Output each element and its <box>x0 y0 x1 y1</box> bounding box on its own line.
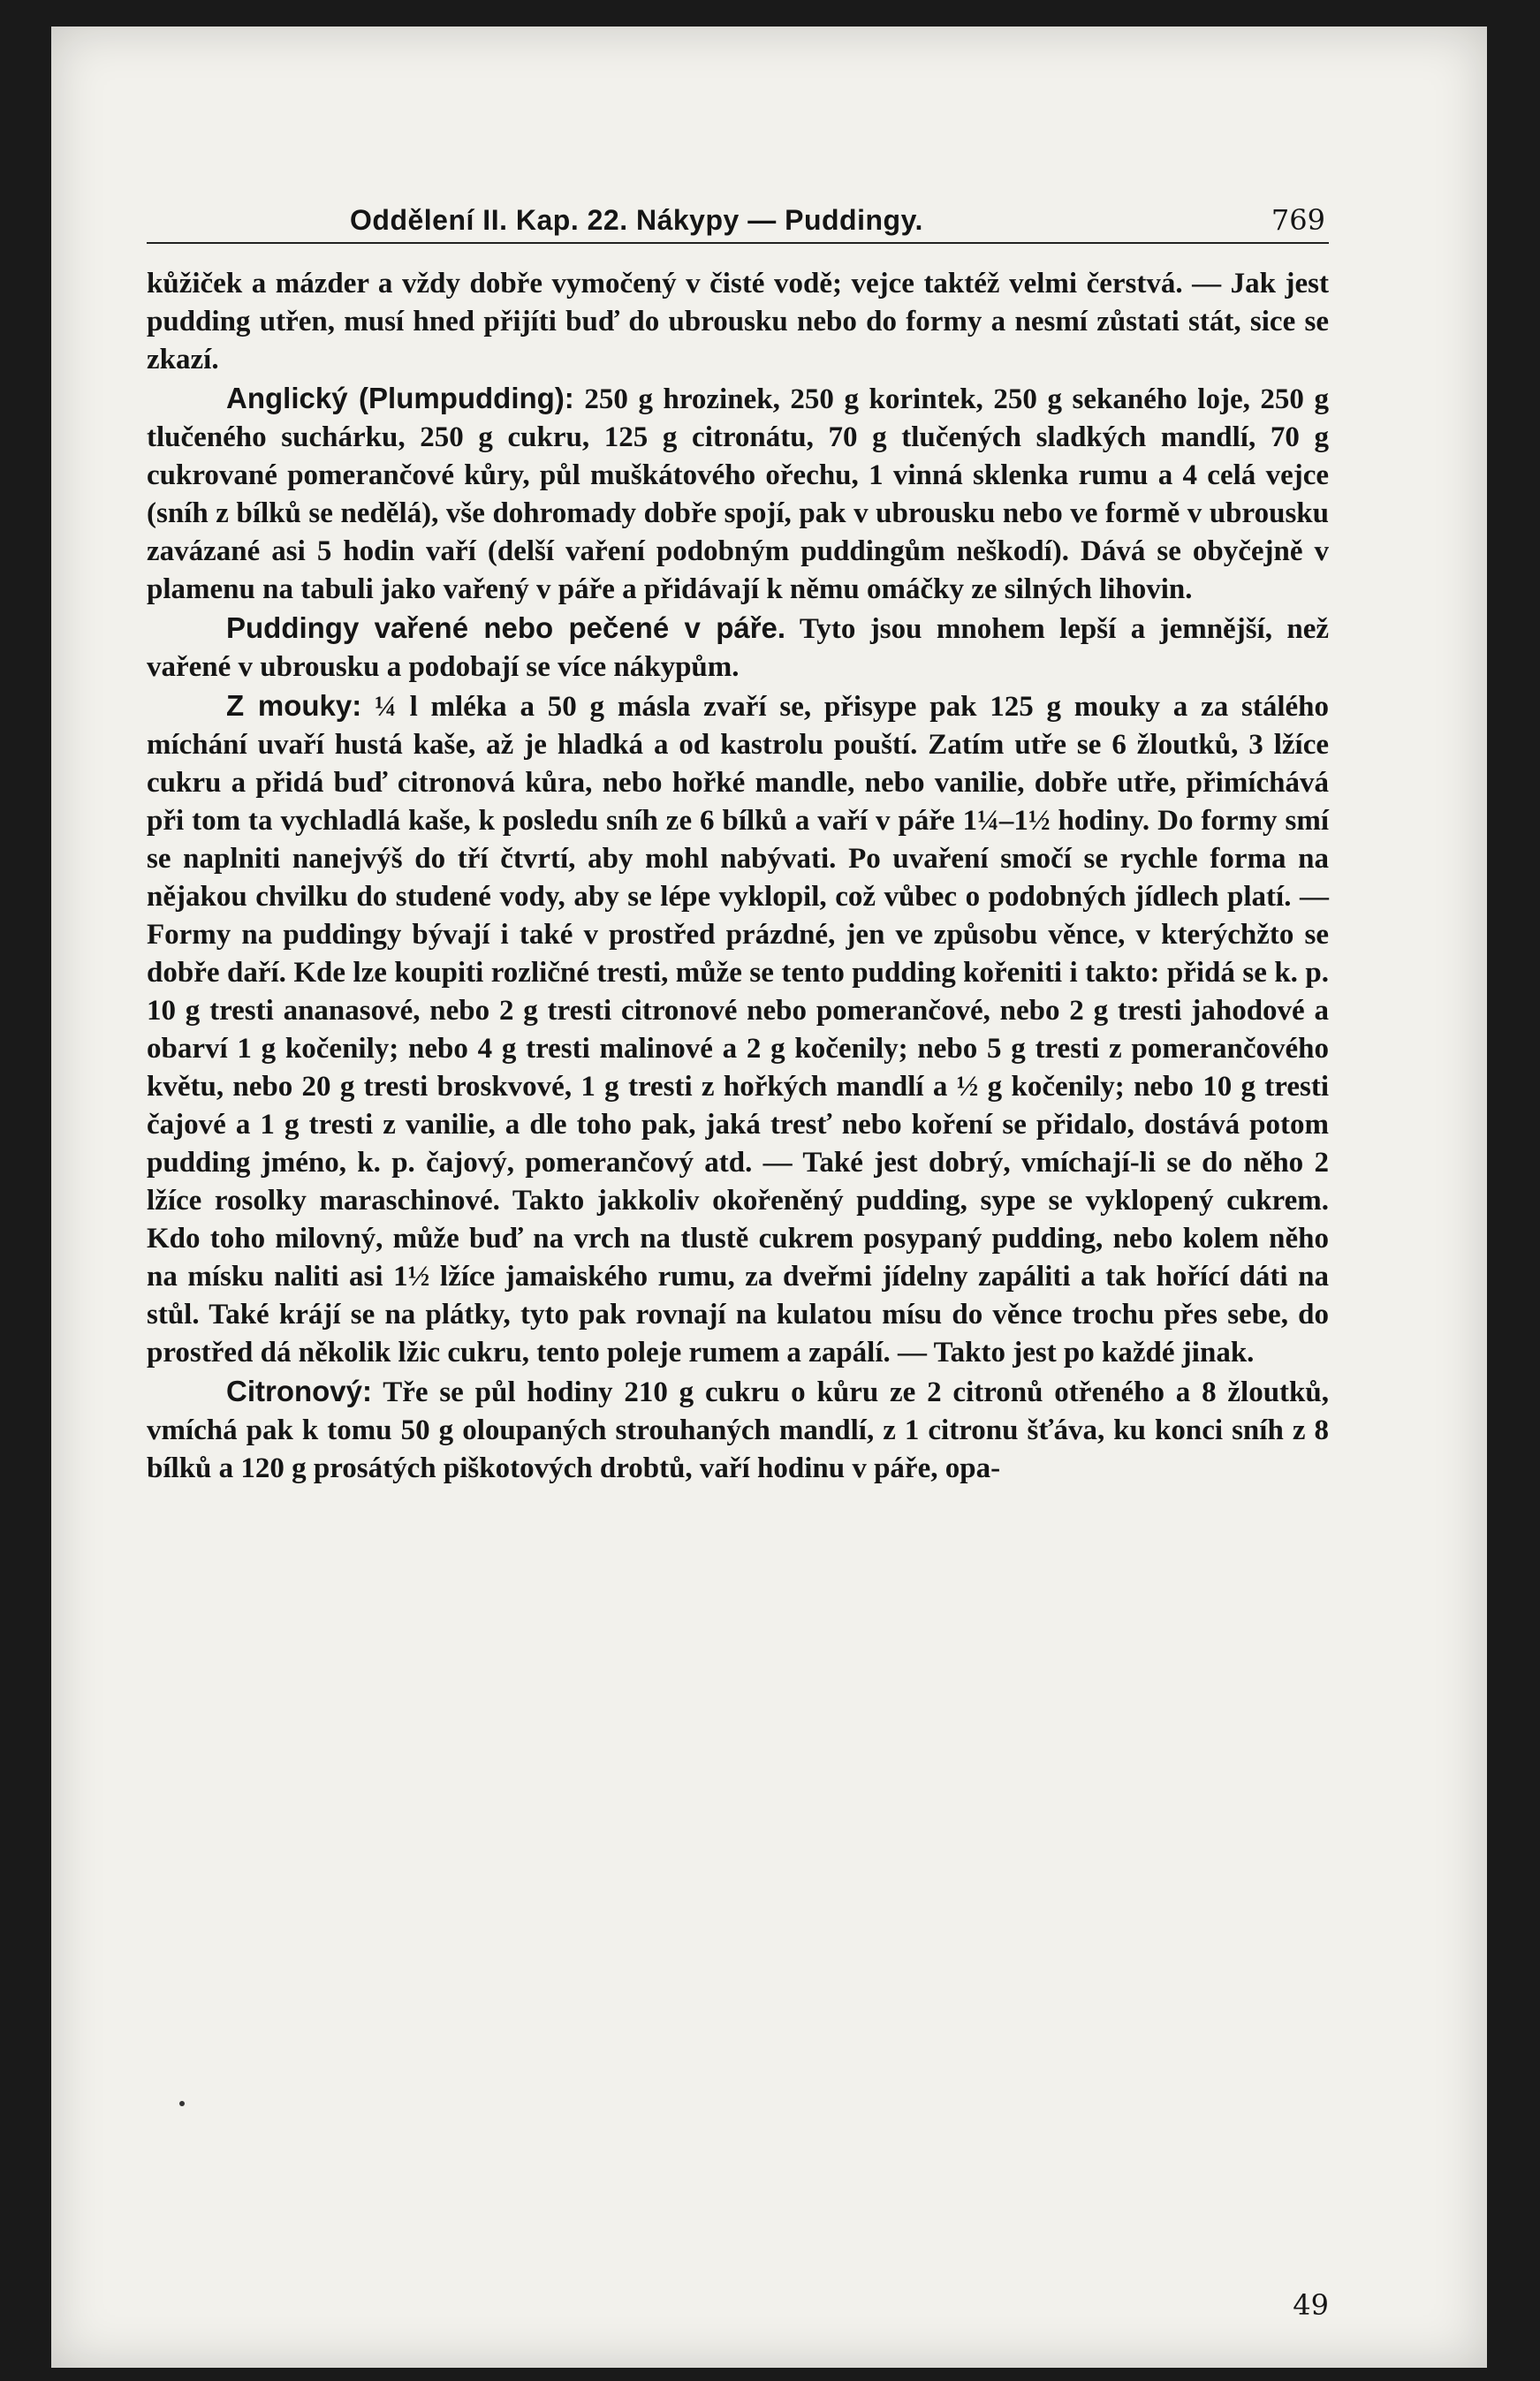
chapter-title: Oddělení II. Kap. 22. Nákypy — Puddingy. <box>350 204 923 236</box>
paragraph-text: Tyto jsou mnohem lepší a jemnější, než vařené v ubrousku a podobají se více nákypům. <box>147 613 1329 683</box>
body-text <box>147 265 1329 1488</box>
paragraph-text: kůžiček a mázder a vždy dobře vymočený v čisté vodě; vejce taktéž velmi čerstvá. — Jak jest pudding utřen, musí hned přijíti buď do ubrousku nebo do formy a nesmí zůstati stát, sice se zkazí. <box>147 268 1329 375</box>
printer-signature: 49 <box>1293 2288 1329 2322</box>
book-page <box>51 27 1487 2368</box>
section-heading: Puddingy vařené nebo pečené v páře. <box>226 611 786 644</box>
recipe-heading: Citronový: <box>226 1375 372 1407</box>
paragraph-continuation <box>147 265 1329 379</box>
recipe-heading: Anglický (Plumpudding): <box>226 382 574 414</box>
paragraph-text: 250 g hrozinek, 250 g korintek, 250 g sekaného loje, 250 g tlučeného suchárku, 250 g cukru, 125 g citronátu, 70 g tlučených sladkých mandlí, 70 g cukrované pomerančové kůry, půl muškátového ořechu, 1 vinná sklenka rumu a 4 celá vejce (sníh z bílků se nedělá), vše dohromady dobře spojí, pak v ubrousku nebo ve formě v ubrousku zavázané asi 5 hodin vaří (delší vaření podobným puddingům neškodí). Dává se obyčejně v plamenu na tabuli jako vařený v páře a přidávají k němu omáčky ze silných lihovin. <box>147 383 1329 605</box>
recipe-heading: Z mouky: <box>226 689 362 722</box>
paragraph-text: Tře se půl hodiny 210 g cukru o kůru ze 2 citronů otřeného a 8 žloutků, vmíchá pak k tomu 50 g oloupaných strouhaných mandlí, z 1 citronu šťáva, ku konci sníh z 8 bílků a 120 g prosátých piškotových drobtů, vaří hodinu v páře, opa- <box>147 1376 1329 1484</box>
text-block <box>147 203 1330 2322</box>
paragraph-flour-pudding <box>147 686 1329 1372</box>
paragraph-steamed-puddings <box>147 609 1329 686</box>
running-head <box>147 203 1329 244</box>
paragraph-text: ¼ l mléka a 50 g másla zvaří se, přisype pak 125 g mouky a za stálého míchání uvaří hustá kaše, až je hladká a od kastrolu pouští. Zatím utře se 6 žloutků, 3 lžíce cukru a přidá buď citronová kůra, nebo hořké mandle, nebo vanilie, dobře utře, přimíchává při tom ta vychladlá kaše, k posledu sníh ze 6 bílků a vaří v páře 1¼–1½ hodiny. Do formy smí se naplniti nanejvýš do tří čtvrtí, aby mohl nabývati. Po uvaření smočí se rychle forma na nějakou chvilku do studené vody, aby se lépe vyklopil, což vůbec o podobných jídlech platí. — Formy na puddingy bývají i také v prostřed prázdné, jen ve způsobu věnce, v kterýchžto se dobře daří. Kde lze koupiti rozličné tresti, může se tento pudding kořeniti i takto: přidá se k. p. 10 g tresti ananasové, nebo 2 g tresti citronové nebo pomerančové, nebo 2 g tresti jahodové a obarví 1 g kočenily; nebo 4 g tresti malinové a 2 g kočenily; nebo 5 g tresti z pomerančového květu, nebo 20 g tresti broskvové, 1 g tresti z hořkých mandlí a ½ g kočenily; nebo 10 g tresti čajové a 1 g tresti z vanilie, a dle toho pak, jaká tresť nebo koření se přidalo, dostává potom pudding jméno, k. p. čajový, pomerančový atd. — Také jest dobrý, vmíchají-li se do něho 2 lžíce rosolky maraschinové. Takto jakkoliv okořeněný pudding, sype se vyklopený cukrem. Kdo toho milovný, může buď na vrch na tlustě cukrem posypaný pudding, nebo kolem něho na mísku naliti asi 1½ lžíce jamaiského rumu, za dveřmi jídelny zapáliti a tak hořící dáti na stůl. Také krájí se na plátky, tyto pak rovnají na kulatou mísu do věnce trochu přes sebe, do prostřed dá několik lžic cukru, tento poleje rumem a zapálí. — Takto jest po každé jinak. <box>147 691 1330 1369</box>
paragraph-lemon-pudding <box>147 1372 1329 1488</box>
paragraph-plumpudding <box>147 379 1329 609</box>
page-number: 769 <box>1271 203 1325 237</box>
speck <box>179 2101 185 2106</box>
